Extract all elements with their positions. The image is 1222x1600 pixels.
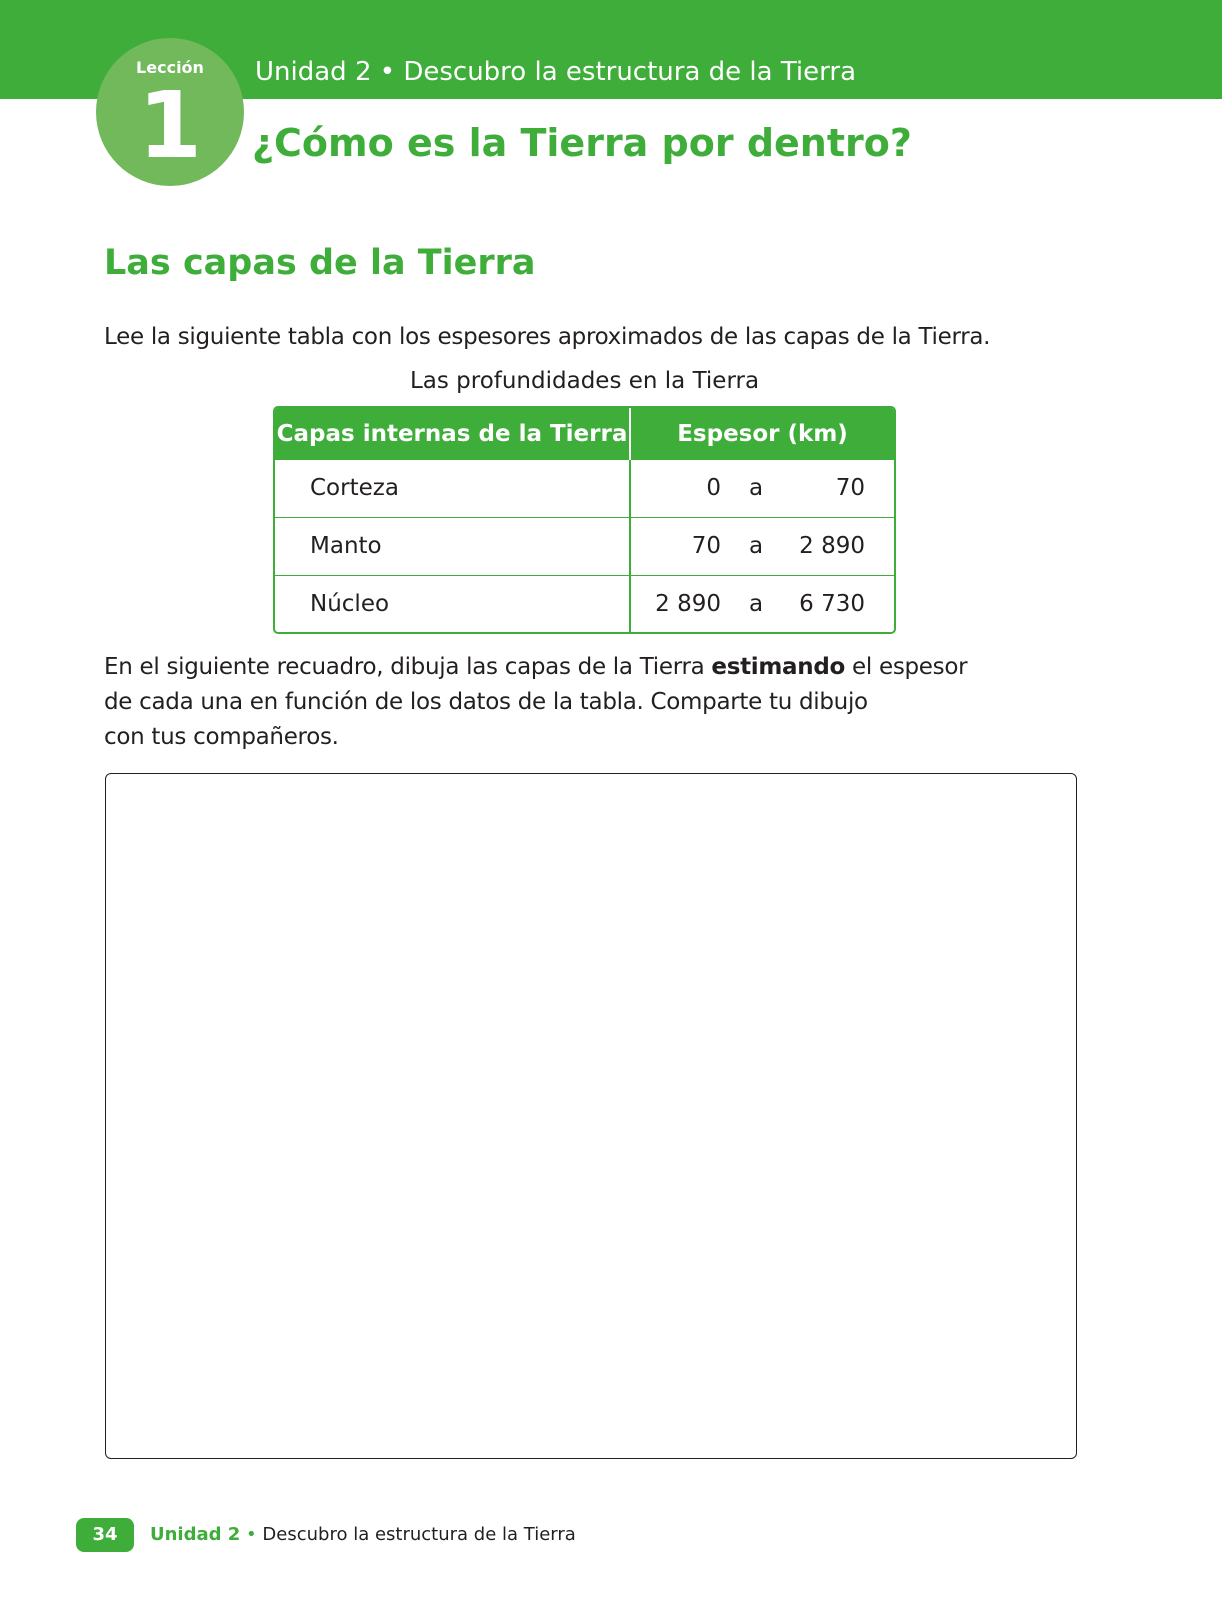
depth-from: 2 890 [655,591,721,617]
header-thickness: Espesor (km) [677,421,848,447]
footer-unit: Unidad 2 [150,1524,241,1545]
drawing-area[interactable] [105,773,1077,1459]
range-separator: a [748,475,764,501]
range-separator: a [748,591,764,617]
lesson-title: ¿Cómo es la Tierra por dentro? [252,121,912,165]
depth-from: 0 [706,475,721,501]
layer-name: Núcleo [310,591,390,617]
instructions-text: el espesor [845,654,968,680]
table-row [275,460,894,517]
instructions-text: En el siguiente recuadro, dibuja las capas de la Tierra [104,654,712,680]
page-number: 34 [76,1518,134,1552]
depth-from: 70 [691,533,721,559]
layer-name: Manto [310,533,382,559]
unit-title: Unidad 2 • Descubro la estructura de la Tierra [255,57,856,87]
instructions-keyword: estimando [711,654,845,680]
footer-subtitle: Descubro la estructura de la Tierra [262,1524,576,1545]
instructions-line-1 [104,650,967,685]
instructions-line-2: de cada una en función de los datos de la tabla. Comparte tu dibujo [104,689,868,715]
table-header [275,408,894,460]
depth-to: 6 730 [799,591,865,617]
intro-paragraph: Lee la siguiente tabla con los espesores aproximados de las capas de la Tierra. [104,324,991,350]
depth-table [273,406,896,634]
lesson-number: 1 [137,72,202,179]
table-caption: Las profundidades en la Tierra [409,368,760,394]
depth-to: 70 [835,475,865,501]
table-row [275,575,894,633]
instructions-line-3: con tus compañeros. [104,724,339,750]
lesson-badge [96,38,244,186]
table-row [275,517,894,575]
column-divider [629,460,631,634]
header-layers: Capas internas de la Tierra [276,421,628,447]
depth-to: 2 890 [799,533,865,559]
range-separator: a [748,533,764,559]
footer-text [150,1518,576,1552]
section-title: Las capas de la Tierra [104,243,536,283]
layer-name: Corteza [310,475,399,501]
lesson-label: Lección [136,58,204,77]
footer-separator: • [246,1524,257,1545]
